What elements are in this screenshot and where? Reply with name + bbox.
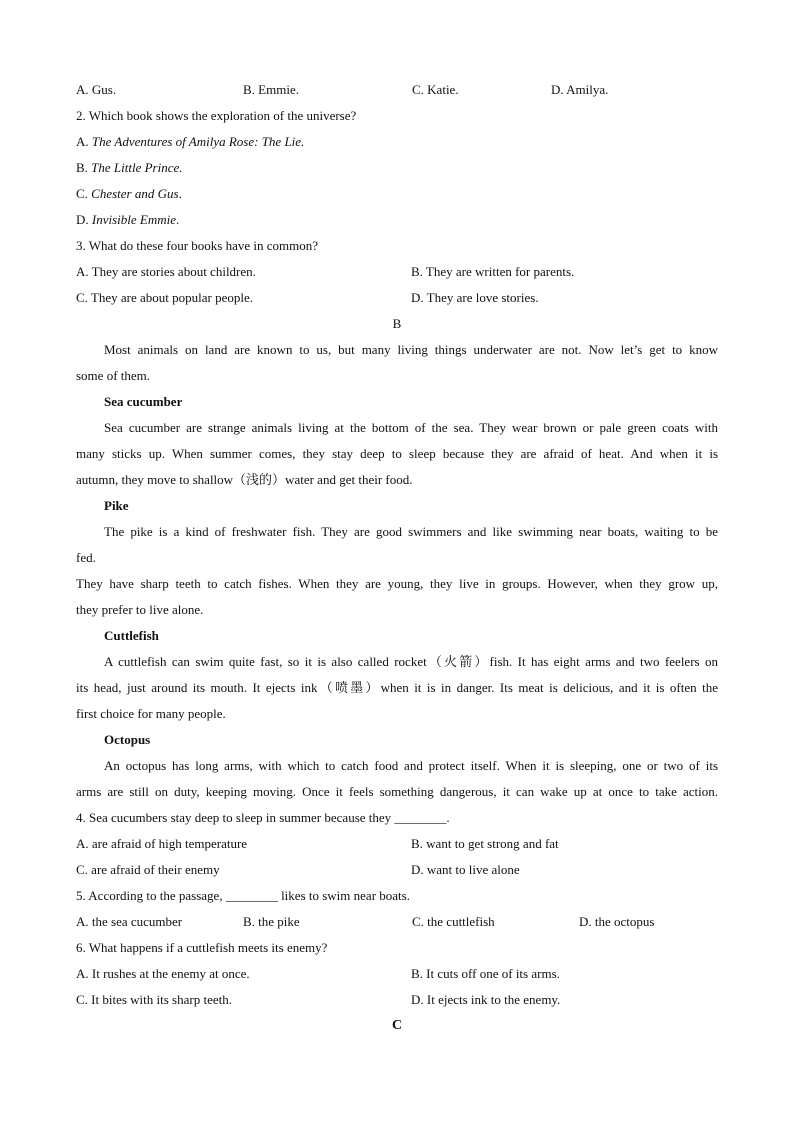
book-title: The Little Prince. [91,160,183,175]
q3-option-c: C. They are about popular people. [76,290,254,305]
cuttlefish-line-3: first choice for many people. [76,706,226,721]
q2-stem: 2. Which book shows the exploration of the universe? [76,108,357,123]
q2-option-c [76,186,718,202]
heading-octopus: Octopus [104,732,151,747]
book-title: Chester and Gus [91,186,179,201]
section-b-label: B [392,316,402,331]
option-letter: A. [76,134,92,149]
pike-line-1: The pike is a kind of freshwater fish. They are good swimmers and like swimming near boats, waiting to be [104,524,718,539]
q2-option-d [76,212,718,228]
q4-stem: 4. Sea cucumbers stay deep to sleep in summer because they ________. [76,810,450,825]
q3-option-b: B. They are written for parents. [411,264,575,279]
book-title: The Adventures of Amilya Rose: The Lie. [91,134,305,149]
option-letter: C. [76,186,92,201]
q6-option-c: C. It bites with its sharp teeth. [76,992,232,1007]
option-tail: . [176,212,180,227]
pike-line-2: fed. [76,550,96,565]
q4-option-c: C. are afraid of their enemy [76,862,220,877]
octopus-line-1: An octopus has long arms, with which to catch food and protect itself. When it is sleeping, one or two of its [104,758,718,773]
q1-option-a: A. Gus. [76,82,117,97]
sea-cucumber-line-1: Sea cucumber are strange animals living at the bottom of the sea. They wear brown or pale green coats with [104,420,718,435]
q5-option-a: A. the sea cucumber [76,914,183,929]
q6-option-a: A. It rushes at the enemy at once. [76,966,250,981]
q5-option-d: D. the octopus [579,914,655,929]
book-title: Invisible Emmie [91,212,177,227]
q6-option-b: B. It cuts off one of its arms. [411,966,560,981]
option-letter: B. [76,160,92,175]
heading-pike: Pike [104,498,129,513]
sea-cucumber-line-2: many sticks up. When summer comes, they stay deep to sleep because they are afraid of heat. And when it is [76,446,718,461]
cuttlefish-line-1: A cuttlefish can swim quite fast, so it is also called rocket（火箭）fish. It has eight arms and two feelers on [104,654,718,669]
q3-stem: 3. What do these four books have in common? [76,238,319,253]
q6-option-d: D. It ejects ink to the enemy. [411,992,561,1007]
sea-cucumber-line-3: autumn, they move to shallow（浅的）water and get their food. [76,472,413,487]
intro-line-1: Most animals on land are known to us, but many living things underwater are not. Now let’s get to know [104,342,718,357]
q5-option-b: B. the pike [243,914,300,929]
q5-stem: 5. According to the passage, ________ likes to swim near boats. [76,888,410,903]
heading-sea-cucumber: Sea cucumber [104,394,183,409]
q2-option-b [76,160,718,176]
section-c-label: C [391,1018,403,1033]
intro-line-2: some of them. [76,368,151,383]
heading-cuttlefish: Cuttlefish [104,628,159,643]
cuttlefish-line-2: its head, just around its mouth. It ejects ink（喷墨）when it is in danger. Its meat is delicious, and it is often the [76,680,718,695]
q1-option-c: C. Katie. [412,82,459,97]
octopus-line-2: arms are still on duty, keeping moving. Once it feels something dangerous, it can wake up at once to take action. [76,784,718,799]
q1-option-b: B. Emmie. [243,82,299,97]
q2-option-a [76,134,718,150]
pike-line-4: they prefer to live alone. [76,602,204,617]
pike-line-3: They have sharp teeth to catch fishes. When they are young, they live in groups. However, when they grow up, [76,576,718,591]
q5-option-c: C. the cuttlefish [412,914,495,929]
q4-option-b: B. want to get strong and fat [411,836,559,851]
q6-stem: 6. What happens if a cuttlefish meets its enemy? [76,940,328,955]
q3-option-a: A. They are stories about children. [76,264,256,279]
q1-option-d: D. Amilya. [551,82,609,97]
q4-option-d: D. want to live alone [411,862,520,877]
option-tail: . [178,186,182,201]
option-letter: D. [76,212,92,227]
q3-option-d: D. They are love stories. [411,290,539,305]
q4-option-a: A. are afraid of high temperature [76,836,248,851]
